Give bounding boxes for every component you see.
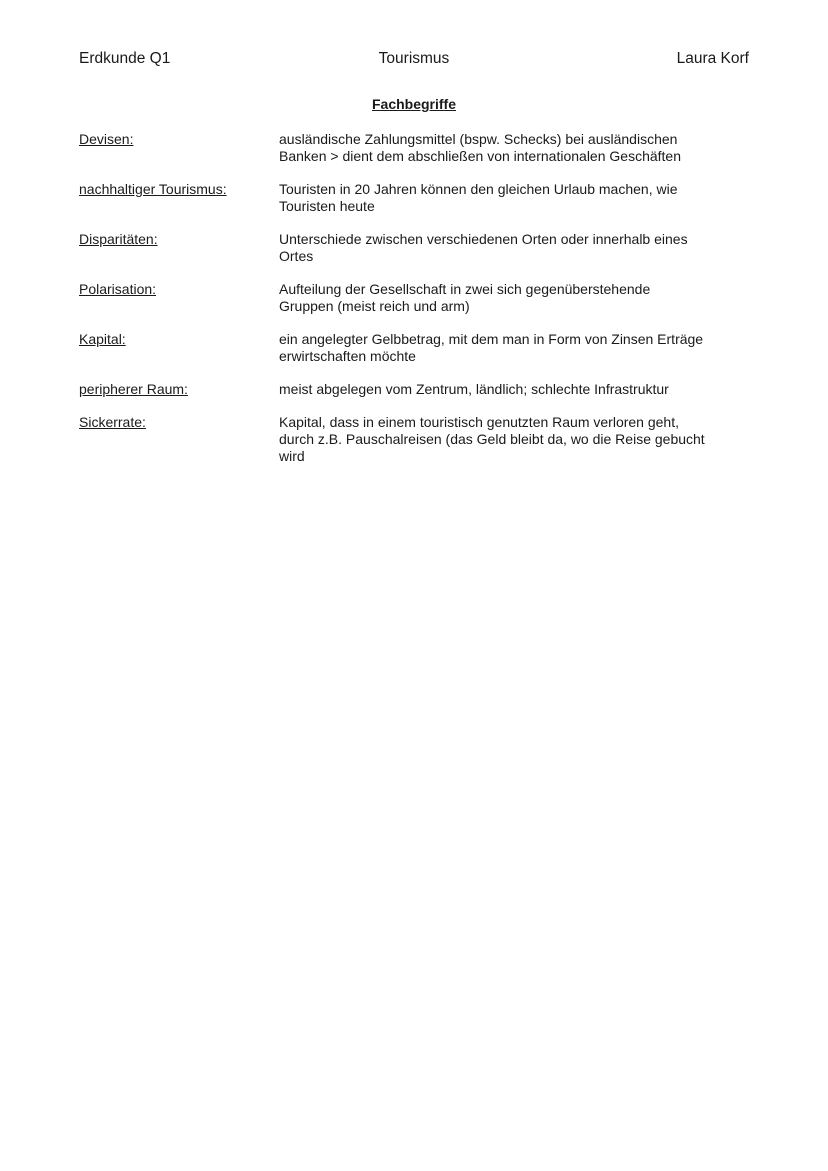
header-subject: Erdkunde Q1 bbox=[79, 50, 171, 67]
definition-line: Touristen heute bbox=[279, 198, 375, 214]
definition-line: ausländische Zahlungsmittel (bspw. Schecks) bei ausländischen bbox=[279, 131, 678, 147]
glossary-row bbox=[79, 131, 759, 165]
glossary-row bbox=[79, 331, 759, 365]
glossary-term: Polarisation: bbox=[79, 281, 157, 297]
definition-line: Ortes bbox=[279, 248, 314, 264]
glossary-definition bbox=[279, 281, 759, 315]
header-author: Laura Korf bbox=[676, 50, 749, 67]
glossary-row bbox=[79, 181, 759, 215]
definition-line: wird bbox=[279, 448, 305, 464]
definition-line: Gruppen (meist reich und arm) bbox=[279, 298, 470, 314]
definition-line: Kapital, dass in einem touristisch genutzten Raum verloren geht, bbox=[279, 414, 679, 430]
glossary-term: nachhaltiger Tourismus: bbox=[79, 181, 227, 197]
glossary-definition bbox=[279, 381, 759, 398]
definition-line: erwirtschaften möchte bbox=[279, 348, 416, 364]
definition-line: Banken > dient dem abschließen von internationalen Geschäften bbox=[279, 148, 681, 164]
glossary-term: peripherer Raum: bbox=[79, 381, 188, 397]
definition-line: Aufteilung der Gesellschaft in zwei sich gegenüberstehende bbox=[279, 281, 651, 297]
definition-line: Touristen in 20 Jahren können den gleichen Urlaub machen, wie bbox=[279, 181, 678, 197]
glossary-definition bbox=[279, 181, 759, 215]
glossary-definition bbox=[279, 231, 759, 265]
glossary-term: Disparitäten: bbox=[79, 231, 158, 247]
page-header bbox=[79, 50, 749, 70]
glossary-row bbox=[79, 414, 759, 465]
header-topic: Tourismus bbox=[378, 50, 450, 67]
glossary-definition bbox=[279, 414, 759, 465]
glossary-term: Sickerrate: bbox=[79, 414, 146, 430]
glossary-definition bbox=[279, 131, 759, 165]
glossary-term: Kapital: bbox=[79, 331, 126, 347]
page-title: Fachbegriffe bbox=[371, 96, 456, 112]
glossary-term: Devisen: bbox=[79, 131, 134, 147]
definition-line: ein angelegter Gelbbetrag, mit dem man in Form von Zinsen Erträge bbox=[279, 331, 704, 347]
glossary-row bbox=[79, 381, 759, 398]
glossary-list bbox=[79, 131, 759, 465]
definition-line: meist abgelegen vom Zentrum, ländlich; schlechte Infrastruktur bbox=[279, 381, 669, 397]
glossary-row bbox=[79, 281, 759, 315]
glossary-definition bbox=[279, 331, 759, 365]
definition-line: Unterschiede zwischen verschiedenen Orten oder innerhalb eines bbox=[279, 231, 688, 247]
glossary-row bbox=[79, 231, 759, 265]
definition-line: durch z.B. Pauschalreisen (das Geld bleibt da, wo die Reise gebucht bbox=[279, 431, 705, 447]
